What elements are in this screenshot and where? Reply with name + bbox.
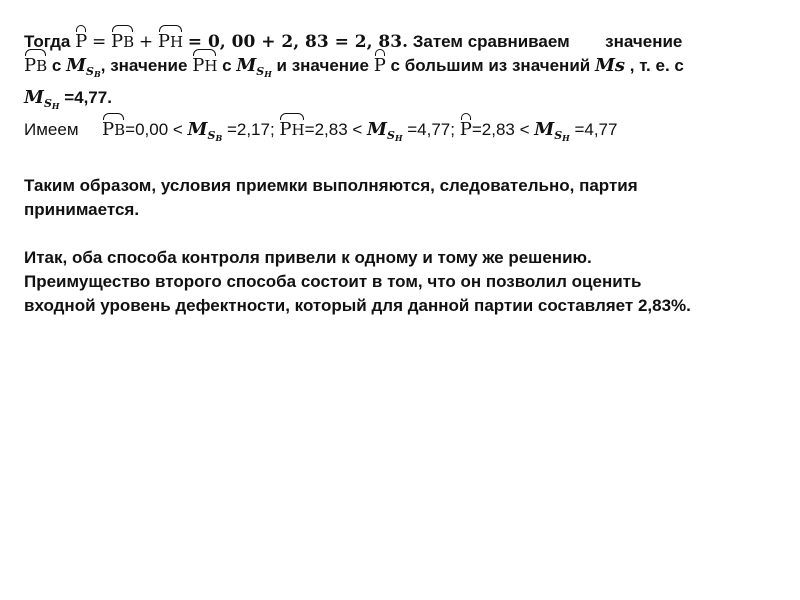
msb-symbol-2: $M_{SВ}$ xyxy=(187,119,223,143)
value-p: =2,83 < xyxy=(471,120,530,139)
document-page xyxy=(24,30,784,318)
msb-symbol: $M_{SВ}$ xyxy=(66,55,101,79)
paragraph4-line1: Итак, оба способа контроля привели к одному и тому же решению. xyxy=(24,248,592,267)
ph-hat-symbol: PН xyxy=(157,31,184,52)
paragraph1-line2 xyxy=(24,54,784,86)
pb-hat-symbol: PВ xyxy=(110,31,135,52)
paragraph2-line1 xyxy=(24,118,784,150)
text-largest-of: с большим из значений xyxy=(390,56,591,75)
p-hat-symbol-3: P xyxy=(459,119,472,140)
paragraph1-line1 xyxy=(24,30,784,54)
text-we-have: Имеем xyxy=(24,120,79,139)
msh-symbol-4: $M_{SН}$ xyxy=(534,119,570,143)
value-pb: =0,00 < xyxy=(125,120,183,139)
ph-hat-symbol-3: PН xyxy=(279,119,305,140)
text-value: значение xyxy=(605,32,683,51)
text-value-2: , значение xyxy=(100,56,188,75)
value-msh: =4,77; xyxy=(407,120,455,139)
equals-sign: = xyxy=(91,32,107,52)
value-msh-2: =4,77 xyxy=(574,120,618,139)
p-hat-symbol: P xyxy=(75,31,88,52)
msh-symbol-2: $M_{SН}$ xyxy=(24,87,60,111)
pb-hat-symbol-2: PВ xyxy=(24,55,48,76)
equation-expression: = 0, 00 + 2, 83 = 2, 83. xyxy=(187,32,409,52)
ms-word: Ms xyxy=(594,55,626,76)
paragraph4-line3: входной уровень дефектности, который для данной партии составляет 2,83%. xyxy=(24,296,691,315)
paragraph3-line1: Таким образом, условия приемки выполняются, следовательно, партия xyxy=(24,176,638,195)
text-with: с xyxy=(51,56,62,75)
msh-symbol: $M_{SН}$ xyxy=(236,55,272,79)
text-and-value: и значение xyxy=(276,56,369,75)
ph-hat-symbol-2: PН xyxy=(192,55,218,76)
value-msb: =2,17; xyxy=(226,120,275,139)
paragraph1-line3 xyxy=(24,86,784,118)
text-then-compare: Затем сравниваем xyxy=(412,32,570,51)
text-ie-with: , т. е. с xyxy=(629,56,684,75)
pb-hat-symbol-3: PВ xyxy=(101,119,126,140)
value-4-77: =4,77. xyxy=(64,88,112,107)
msh-symbol-3: $M_{SН}$ xyxy=(367,119,403,143)
text-then: Тогда xyxy=(24,32,71,51)
text-with-2: с xyxy=(222,56,232,75)
paragraph3-line2: принимается. xyxy=(24,200,140,219)
p-hat-symbol-2: P xyxy=(373,55,386,76)
plus-sign: + xyxy=(138,32,154,52)
paragraph4-line2: Преимущество второго способа состоит в том, что он позволил оценить xyxy=(24,272,642,291)
value-ph: =2,83 < xyxy=(304,120,363,139)
